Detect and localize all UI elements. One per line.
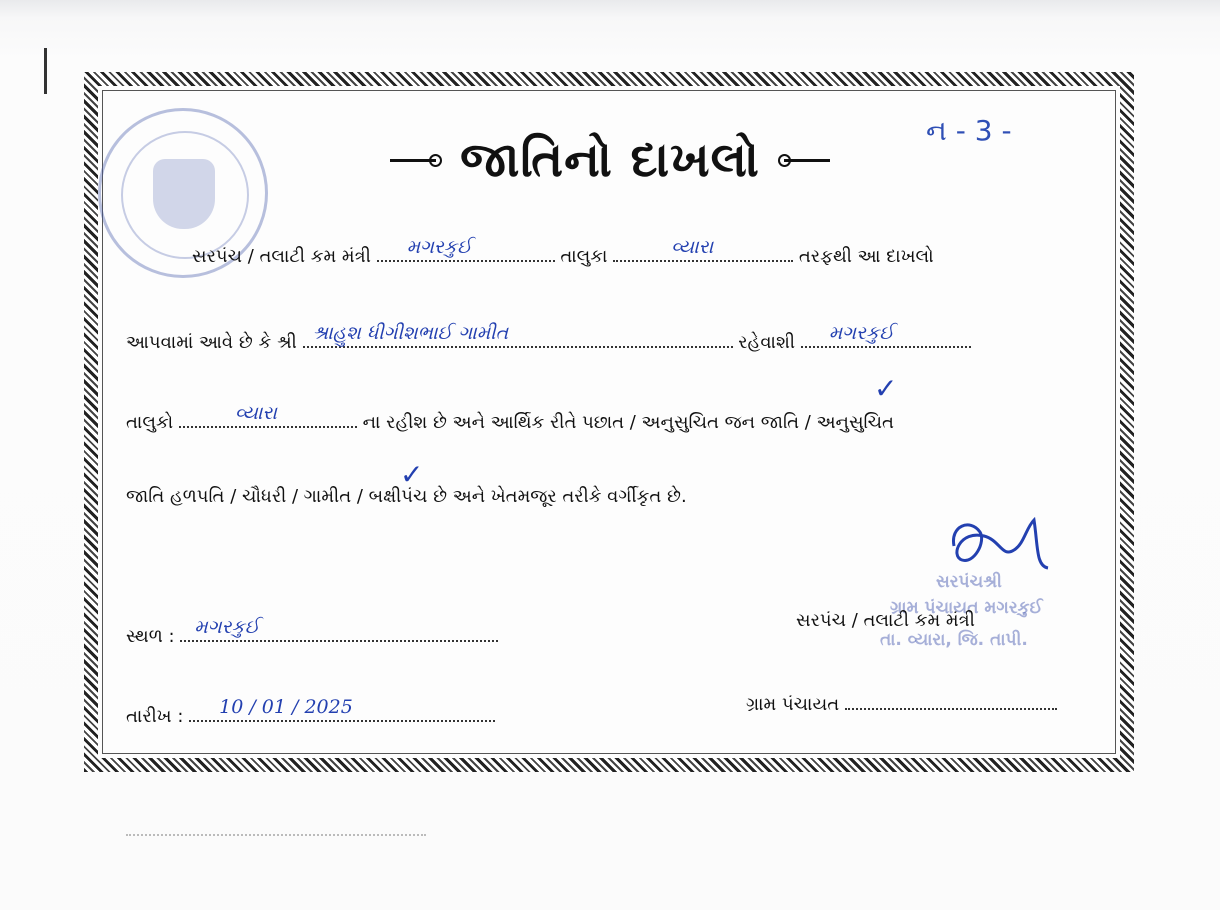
line3-taluka-value: વ્યારા	[234, 402, 277, 424]
line3-suffix: ના રહીશ છે અને આર્થિક રીતે પછાત / અનુસુચિત જન જાતિ / અનુસુચિત	[362, 412, 894, 433]
taluka-value: વ્યારા	[671, 236, 714, 258]
date-field	[189, 696, 495, 722]
seal-line-3: તા. વ્યારા, જિ. તાપી.	[880, 630, 1028, 650]
taluka-field	[613, 236, 793, 262]
signatory-label: સરપંચ / તલાટી કમ મંત્રી	[796, 610, 975, 631]
scan-artifact	[126, 834, 426, 836]
left-ornament-icon	[390, 159, 436, 162]
line2-prefix: આપવામાં આવે છે કે શ્રી	[126, 332, 297, 353]
tick-mark-icon: ✓	[874, 372, 898, 405]
line-1	[192, 236, 934, 267]
tick-mark-icon: ✓	[400, 458, 424, 491]
place-row	[126, 616, 498, 647]
village-value: મગરકુઈ	[406, 236, 472, 258]
panchayat-field	[845, 690, 1057, 710]
seal-line-2: ગ્રામ પંચાયત મગરકુઈ	[890, 598, 1043, 618]
resident-label: રહેવાશી	[738, 332, 795, 353]
margin-mark	[44, 48, 47, 94]
village-field	[377, 236, 555, 262]
resident-field	[801, 322, 971, 348]
line3-taluka-field	[179, 402, 357, 428]
line4-text: જાતિ હળપતિ / ચૌધરી / ગામીત / બક્ષીપંચ છે અને ખેતમજૂર તરીકે વર્ગીકૃત છે.	[126, 486, 687, 507]
seal-line-1: સરપંચશ્રી	[936, 572, 1002, 592]
name-value: શ્રાહુશ ધીગીશભાઈ ગામીત	[312, 322, 509, 344]
line3-prefix: તાલુકો	[126, 412, 174, 433]
right-ornament-icon	[784, 159, 830, 162]
panchayat-label: ગ્રામ પંચાયત	[746, 694, 840, 715]
name-field	[303, 322, 733, 348]
taluka-label: તાલુકા	[560, 246, 608, 267]
place-field	[180, 616, 498, 642]
line1-suffix: તરફથી આ દાખલો	[798, 246, 934, 267]
date-label: તારીખ :	[126, 706, 184, 727]
reference-note: ન - 3 -	[926, 114, 1012, 147]
line1-prefix: સરપંચ / તલાટી કમ મંત્રી	[192, 246, 371, 267]
title-block	[350, 125, 870, 195]
panchayat-row	[746, 690, 1057, 715]
place-value: મગરકુઈ	[194, 616, 260, 638]
date-value: 10 / 01 / 2025	[219, 696, 353, 718]
stamp-emblem-icon	[153, 159, 215, 229]
certificate-title: જાતિનો દાખલો	[460, 131, 760, 188]
line-2	[126, 322, 971, 353]
resident-value: મગરકુઈ	[828, 322, 894, 344]
line-3	[126, 402, 894, 433]
place-label: સ્થળ :	[126, 626, 175, 647]
date-row	[126, 696, 495, 727]
